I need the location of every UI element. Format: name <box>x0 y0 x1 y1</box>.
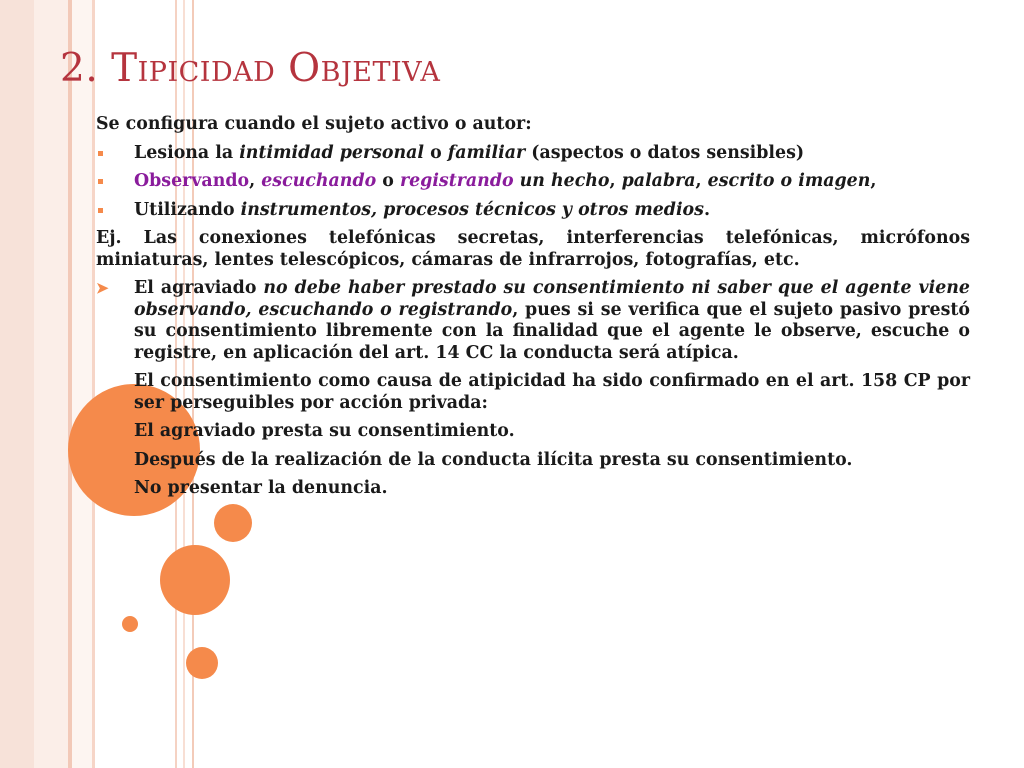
square-bullet-icon <box>98 179 103 184</box>
title-number: 2. <box>60 46 99 91</box>
bullet-text: , <box>609 171 622 191</box>
bullet-emphasis: palabra <box>621 171 696 191</box>
list-item <box>96 278 970 364</box>
bullet-text: o <box>424 142 448 163</box>
bullet-text: El agraviado <box>134 278 264 298</box>
intro-text: Se configura cuando el sujeto activo o autor: <box>96 114 532 134</box>
slide-body <box>96 114 970 507</box>
bullet-emphasis: un hecho <box>513 171 610 191</box>
square-bullet-icon <box>98 429 103 434</box>
bullet-text: Después de la realización de la conducta ilícita presta su consentimiento. <box>134 449 853 470</box>
bullet-emphasis: familiar <box>447 142 526 163</box>
bullet-emphasis: instrumentos, procesos técnicos y otros medios <box>240 199 704 220</box>
bullet-text: o <box>376 171 400 191</box>
bullet-text: , <box>249 171 262 191</box>
decorative-circle <box>214 504 252 542</box>
bullet-emphasis: intimidad personal <box>239 142 425 163</box>
consent-paragraph <box>96 371 970 414</box>
square-bullet-icon <box>98 458 103 463</box>
slide-title <box>60 46 440 91</box>
consent-text: El consentimiento como causa de atipicidad ha sido confirmado en el art. 158 CP por ser perseguibles por acción privada: <box>134 371 970 413</box>
bullet-emphasis: escrito o imagen <box>707 171 871 191</box>
bullet-highlight: Observando <box>134 171 250 191</box>
list-item <box>96 478 970 500</box>
square-bullet-icon <box>98 208 103 213</box>
bullet-text: No presentar la denuncia. <box>134 478 388 498</box>
list-item <box>96 143 970 165</box>
list-item <box>96 200 970 222</box>
decorative-stripe <box>92 0 95 768</box>
bullet-text: (aspectos o datos sensibles) <box>525 142 805 163</box>
bullet-text: Lesiona la <box>134 142 240 163</box>
decorative-circle <box>160 545 230 615</box>
bullet-text: . <box>703 199 711 220</box>
list-item <box>96 171 970 193</box>
decorative-circle <box>186 647 218 679</box>
decorative-stripe <box>0 0 34 768</box>
title-text: Tipicidad Objetiva <box>111 46 441 91</box>
arrow-bullet-icon: ➤ <box>96 279 109 297</box>
bullet-text: Utilizando <box>134 199 241 220</box>
bullet-emphasis: no debe haber prestado su consentimiento ni saber que el agente viene observando, escuchando o registrando <box>134 278 970 320</box>
bullet-highlight: registrando <box>399 171 514 191</box>
example-text: Ej. Las conexiones telefónicas secretas, interferencias telefónicas, micrófonos miniaturas, lentes telescópicos, cámaras de infrarrojos, fotografías, etc. <box>96 228 970 270</box>
bullet-text: , <box>870 171 877 191</box>
decorative-circle <box>122 616 138 632</box>
list-item <box>96 421 970 443</box>
decorative-stripe <box>72 0 92 768</box>
decorative-stripe <box>34 0 68 768</box>
bullet-highlight: escuchando <box>261 171 377 191</box>
square-bullet-icon <box>98 486 103 491</box>
bullet-text: , pues si se verifica que el sujeto pasivo prestó su consentimiento libremente con la finalidad que el agente le observe, escuche o registre, en aplicación del art. 14 CC la conducta será atípica. <box>134 299 971 363</box>
bullet-text: El agraviado presta su consentimiento. <box>134 421 515 441</box>
square-bullet-icon <box>98 151 103 156</box>
bullet-text: , <box>695 171 708 191</box>
list-item <box>96 450 970 472</box>
